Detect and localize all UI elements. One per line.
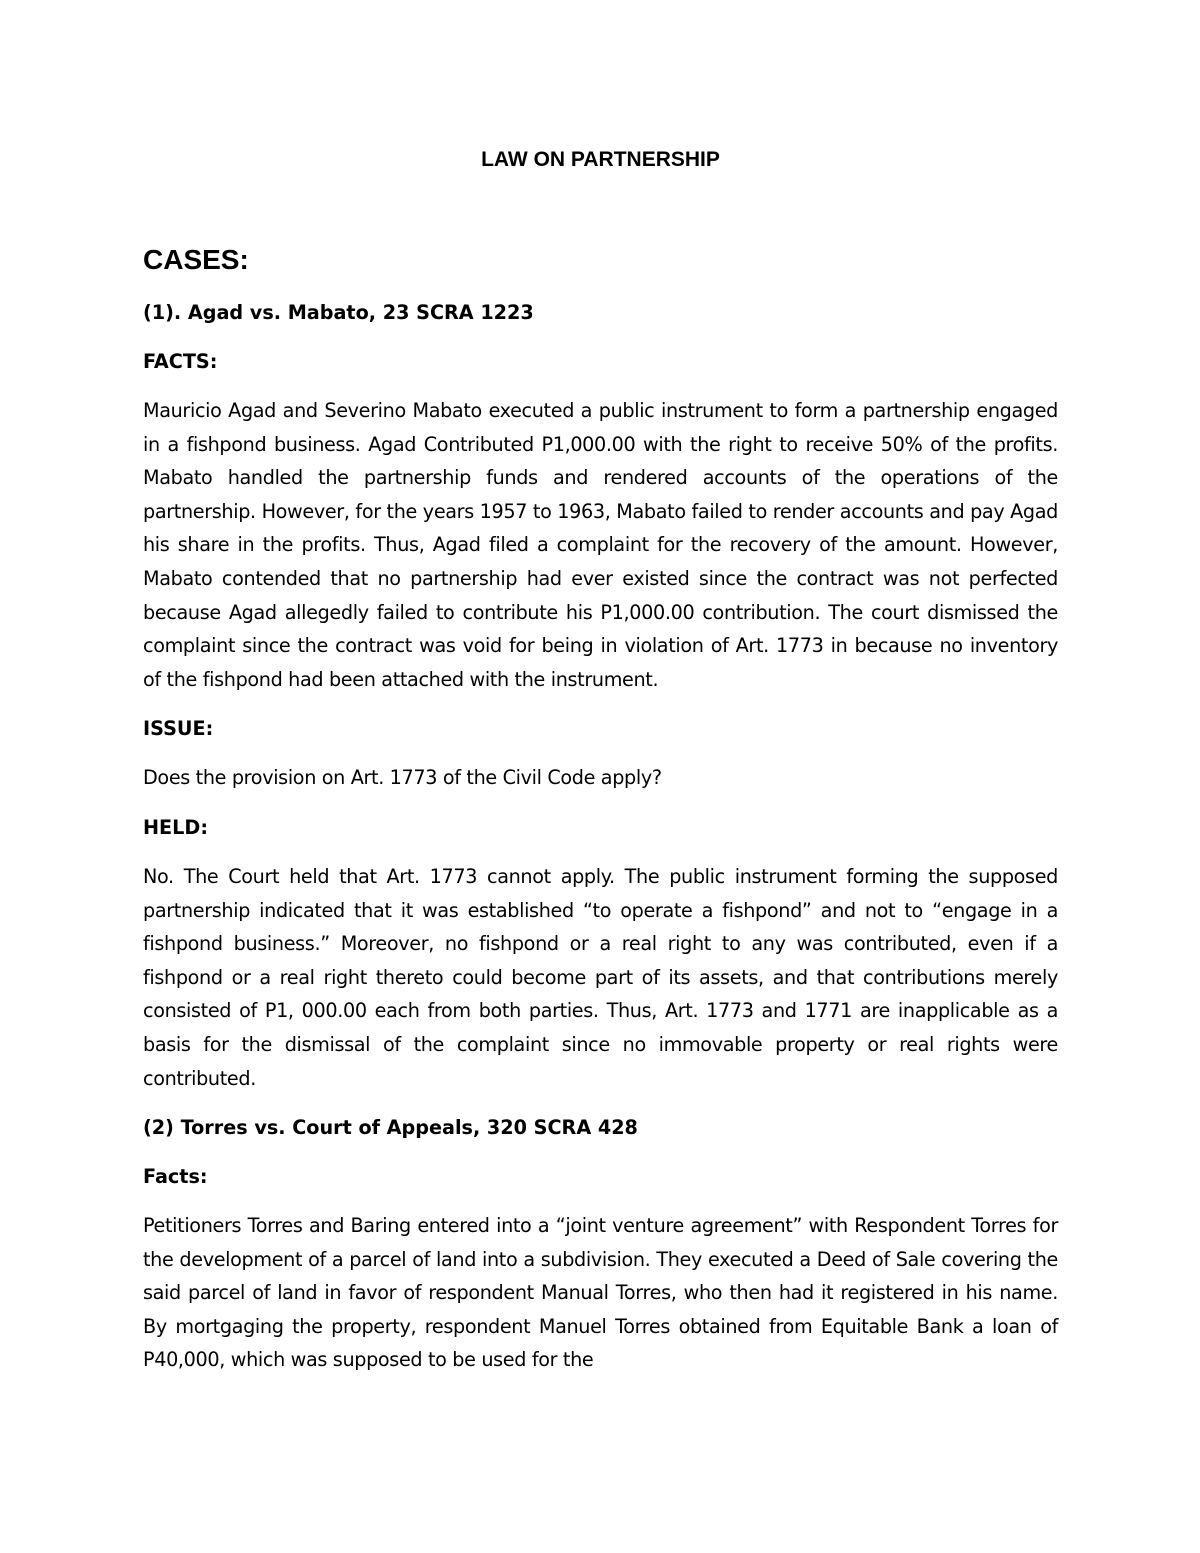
document-body (143, 296, 1058, 1393)
case-1-issue-label: ISSUE: (143, 717, 214, 741)
case-1-facts-label: FACTS: (143, 350, 218, 373)
document-title: LAW ON PARTNERSHIP (481, 148, 720, 171)
case-1 (143, 296, 1058, 1095)
case-1-heading: (1). Agad vs. Mabato, 23 SCRA 1223 (143, 301, 534, 324)
case-2 (143, 1111, 1058, 1377)
cases-heading: CASES: (143, 244, 249, 275)
case-2-heading: (2) Torres vs. Court of Appeals, 320 SCRA 428 (143, 1116, 638, 1140)
case-1-held-text: No. The Court held that Art. 1773 cannot apply. The public instrument forming the supposed partnership indicated that it was established “to operate a fishpond” and not to “engage in a fishpond business.” Moreover, no fishpond or a real right to any was contributed, even if a fishpond or a real right thereto could become part of its assets, and that contributions merely consisted of P1, 000.00 each from both parties. Thus, Art. 1773 and 1771 are inapplicable as a basis for the dismissal of the complaint since no immovable property or real rights were contributed. (143, 864, 1058, 1090)
case-1-issue-text: Does the provision on Art. 1773 of the Civil Code apply? (143, 766, 662, 790)
case-1-facts-text: Mauricio Agad and Severino Mabato executed a public instrument to form a partnership engaged in a fishpond business. Agad Contributed P1,000.00 with the right to receive 50% of the profits. Mabato handled the partnership funds and rendered accounts of the operations of the partnership. However, for the years 1957 to 1963, Mabato failed to render accounts and pay Agad his share in the profits. Thus, Agad filed a complaint for the recovery of the amount. However, Mabato contended that no partnership had ever existed since the contract was not perfected because Agad allegedly failed to contribute his P1,000.00 contribution. The court dismissed the complaint since the contract was void for being in violation of Art. 1773 in because no inventory of the fishpond had been attached with the instrument. (143, 399, 1058, 691)
case-2-facts-label: Facts: (143, 1165, 208, 1189)
case-1-held-label: HELD: (143, 815, 208, 839)
case-2-facts-text: Petitioners Torres and Baring entered into a “joint venture agreement” with Respondent Torres for the development of a parcel of land into a subdivision. They executed a Deed of Sale covering the said parcel of land in favor of respondent Manual Torres, who then had it registered in his name. By mortgaging the property, respondent Manuel Torres obtained from Equitable Bank a loan of P40,000, which was supposed to be used for the (143, 1214, 1058, 1372)
